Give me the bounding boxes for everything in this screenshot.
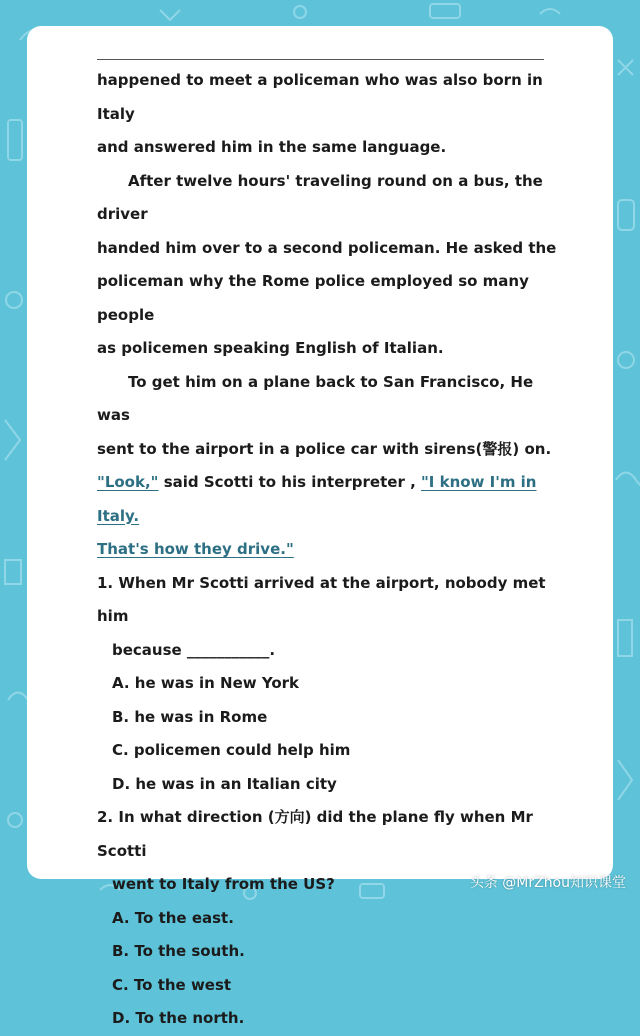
question-1-option-d: D. he was in an Italian city [112, 774, 337, 793]
question-1: 1. When Mr Scotti arrived at the airport, nobody met him [97, 573, 546, 625]
question-2: 2. In what direction (方向) did the plane fly when Mr Scotti [97, 808, 533, 860]
passage-text: said Scotti to his interpreter , [158, 473, 421, 491]
question-1-option-b: B. he was in Rome [112, 707, 268, 726]
highlighted-quote: "I know I'm in Italy. [97, 473, 537, 525]
top-rule [97, 59, 544, 60]
question-1-option-a: A. he was in New York [112, 674, 300, 692]
passage-line: as policemen speaking English of Italian. [97, 339, 444, 357]
quote-line [97, 533, 567, 567]
passage-line: policeman why the Rome police employed so many people [97, 272, 529, 324]
passage-line: and answered him in the same language. [97, 138, 447, 156]
quote-line [97, 466, 567, 533]
question-1-cont: because ___________. [112, 640, 276, 659]
passage-line: To get him on a plane back to San Francisco, He was [97, 372, 534, 424]
question-1-option-c: C. policemen could help him [112, 741, 351, 759]
passage-line: handed him over to a second policeman. He asked the [97, 238, 557, 257]
highlighted-quote: That's how they drive." [97, 540, 294, 558]
question-2-cont: went to Italy from the US? [112, 875, 335, 893]
passage-line: sent to the airport in a police car with sirens(警报) on. [97, 439, 552, 458]
question-2-option-a: A. To the east. [112, 908, 234, 927]
question-2-option-b: B. To the south. [112, 942, 245, 960]
question-2-option-d: D. To the north. [112, 1009, 245, 1027]
question-2-option-c: C. To the west [112, 975, 232, 994]
highlighted-quote: "Look," [97, 473, 159, 491]
watermark: 头条 @MrZhou知识课堂 [469, 875, 626, 891]
passage-line: After twelve hours' traveling round on a bus, the driver [97, 171, 543, 223]
passage-line: happened to meet a policeman who was also born in Italy [97, 71, 543, 123]
